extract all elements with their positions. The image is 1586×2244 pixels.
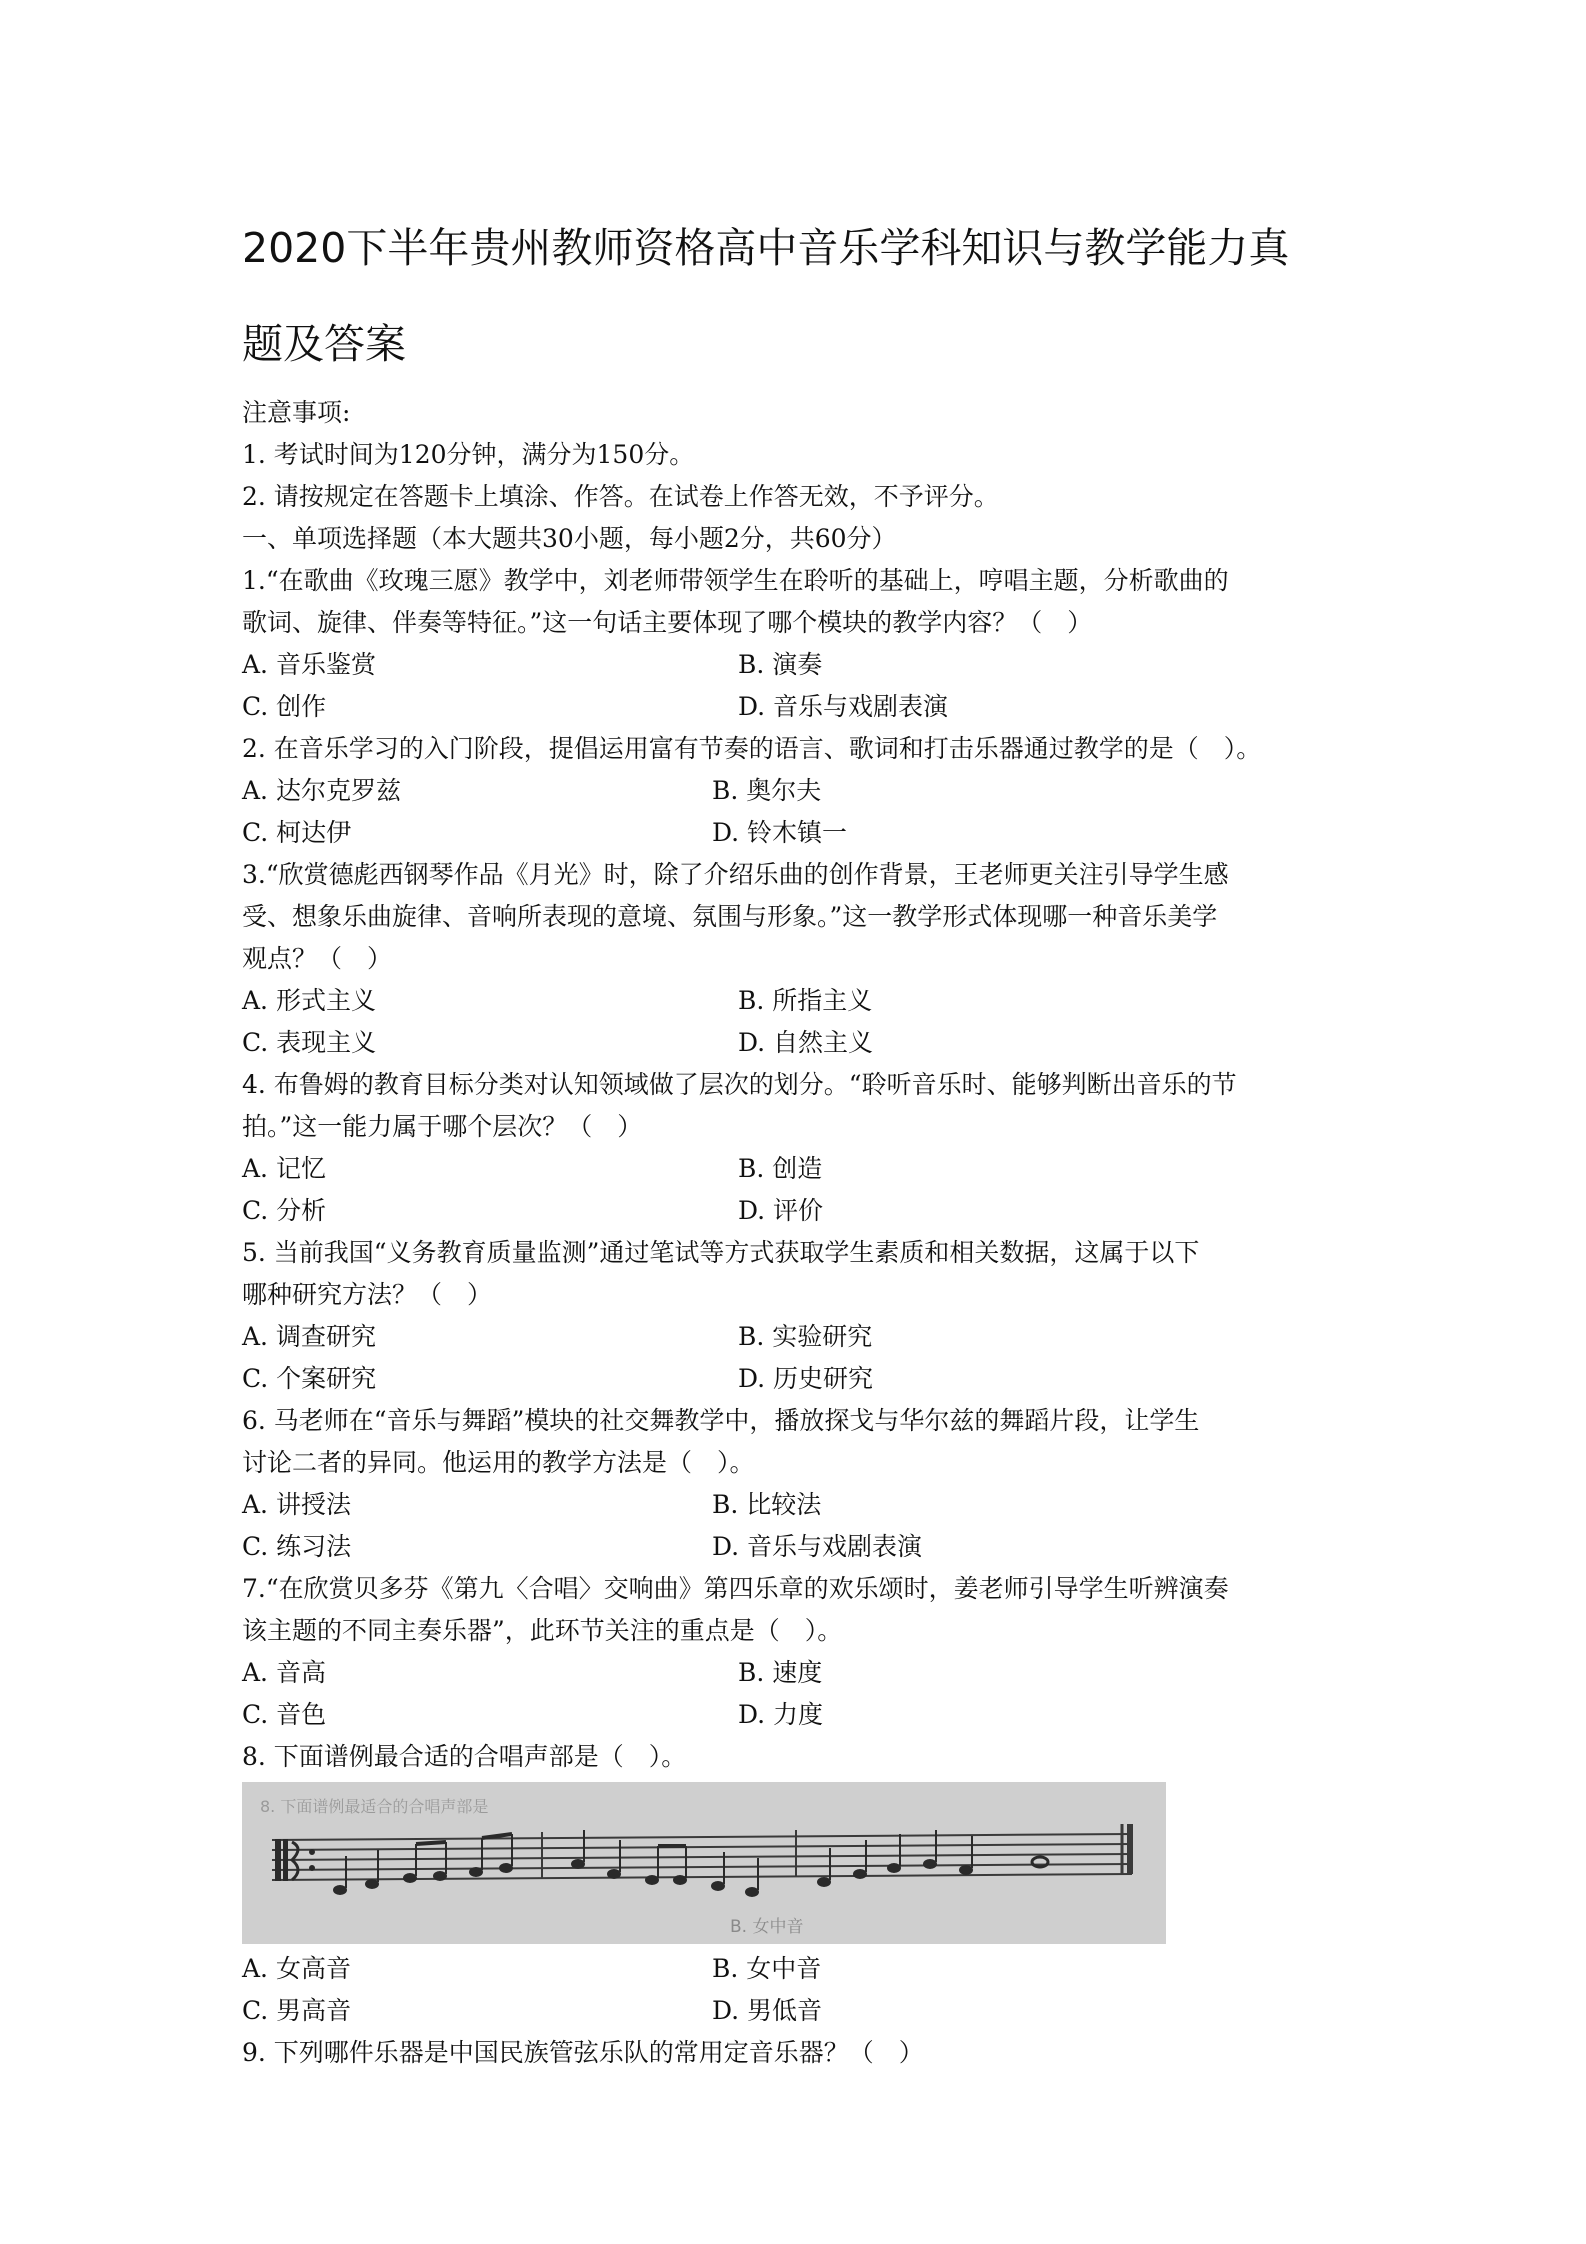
question-text: 观点？（ ） (242, 944, 393, 973)
question-text: 9. 下列哪件乐器是中国民族管弦乐队的常用定音乐器？（ ） (242, 2038, 924, 2067)
question-text: 歌词、旋律、伴奏等特征。”这一句话主要体现了哪个模块的教学内容？（ ） (242, 608, 1093, 637)
question-text: 该主题的不同主奏乐器”，此环节关注的重点是（ ）。 (242, 1616, 843, 1645)
options-row (242, 1022, 1352, 1064)
option-b: B. 实验研究 (738, 1322, 873, 1351)
options-row (242, 980, 1352, 1022)
option-b: B. 女中音 (712, 1954, 822, 1983)
question-9 (242, 2032, 1352, 2074)
option-a: A. 达尔克罗兹 (242, 776, 401, 805)
question-8 (242, 1736, 1352, 2032)
option-d: D. 音乐与戏剧表演 (738, 692, 949, 721)
options-row (242, 1694, 1352, 1736)
options-row (242, 770, 1352, 812)
section-heading: 一、单项选择题（本大题共30小题，每小题2分，共60分） (242, 524, 897, 553)
question-text: 拍。”这一能力属于哪个层次？（ ） (242, 1112, 643, 1141)
question-1 (242, 560, 1352, 728)
question-text: 6. 马老师在“音乐与舞蹈”模块的社交舞教学中，播放探戈与华尔兹的舞蹈片段，让学生 (242, 1406, 1200, 1435)
options-row (242, 686, 1352, 728)
option-c: C. 练习法 (242, 1532, 352, 1561)
score-caption-option: B. 女中音 (730, 1917, 804, 1937)
options-row (242, 644, 1352, 686)
options-row (242, 1484, 1352, 1526)
options-row (242, 1526, 1352, 1568)
options-row (242, 812, 1352, 854)
option-a: A. 记忆 (242, 1154, 326, 1183)
question-6 (242, 1400, 1352, 1568)
question-text: 8. 下面谱例最合适的合唱声部是（ ）。 (242, 1742, 687, 1771)
option-a: A. 女高音 (242, 1954, 351, 1983)
option-a: A. 音乐鉴赏 (242, 650, 376, 679)
title-line-2: 题及答案 (242, 320, 406, 368)
option-d: D. 评价 (738, 1196, 824, 1225)
option-a: A. 讲授法 (242, 1490, 351, 1519)
option-b: B. 创造 (738, 1154, 823, 1183)
option-d: D. 自然主义 (738, 1028, 874, 1057)
question-text: 4. 布鲁姆的教育目标分类对认知领域做了层次的划分。“聆听音乐时、能够判断出音乐的节 (242, 1070, 1237, 1099)
option-b: B. 速度 (738, 1658, 823, 1687)
option-a: A. 调查研究 (242, 1322, 376, 1351)
option-d: D. 男低音 (712, 1996, 823, 2025)
page-title (242, 200, 1352, 392)
question-text: 5. 当前我国“义务教育质量监测”通过笔试等方式获取学生素质和相关数据，这属于以下 (242, 1238, 1200, 1267)
option-c: C. 音色 (242, 1700, 327, 1729)
question-4 (242, 1064, 1352, 1232)
option-c: C. 个案研究 (242, 1364, 377, 1393)
question-7 (242, 1568, 1352, 1736)
question-text: 7.“在欣赏贝多芬《第九〈合唱〉交响曲》第四乐章的欢乐颂时，姜老师引导学生听辨演奏 (242, 1574, 1229, 1603)
option-a: A. 音高 (242, 1658, 326, 1687)
options-row (242, 1948, 1352, 1990)
options-row (242, 1316, 1352, 1358)
option-c: C. 创作 (242, 692, 327, 721)
option-b: B. 所指主义 (738, 986, 873, 1015)
question-text: 哪种研究方法？（ ） (242, 1280, 493, 1309)
options-row (242, 1190, 1352, 1232)
option-b: B. 演奏 (738, 650, 823, 679)
score-caption: 8. 下面谱例最适合的合唱声部是 (260, 1797, 489, 1816)
option-d: D. 铃木镇一 (712, 818, 848, 847)
option-c: C. 柯达伊 (242, 818, 352, 847)
options-row (242, 1990, 1352, 2032)
question-3 (242, 854, 1352, 1064)
question-2 (242, 728, 1352, 854)
exam-page (242, 200, 1352, 2074)
option-c: C. 男高音 (242, 1996, 352, 2025)
options-row (242, 1358, 1352, 1400)
option-d: D. 力度 (738, 1700, 824, 1729)
question-text: 2. 在音乐学习的入门阶段，提倡运用富有节奏的语言、歌词和打击乐器通过教学的是（ ）。 (242, 734, 1262, 763)
option-c: C. 分析 (242, 1196, 327, 1225)
question-text: 3.“欣赏德彪西钢琴作品《月光》时，除了介绍乐曲的创作背景，王老师更关注引导学生感 (242, 860, 1229, 889)
option-b: B. 比较法 (712, 1490, 822, 1519)
question-text: 1.“在歌曲《玫瑰三愿》教学中，刘老师带领学生在聆听的基础上，哼唱主题，分析歌曲的 (242, 566, 1229, 595)
option-c: C. 表现主义 (242, 1028, 377, 1057)
question-text: 讨论二者的异同。他运用的教学方法是（ ）。 (242, 1448, 755, 1477)
question-5 (242, 1232, 1352, 1400)
option-a: A. 形式主义 (242, 986, 376, 1015)
question-text: 受、想象乐曲旋律、音响所表现的意境、氛围与形象。”这一教学形式体现哪一种音乐美学 (242, 902, 1218, 931)
options-row (242, 1652, 1352, 1694)
notice-item: 2. 请按规定在答题卡上填涂、作答。在试卷上作答无效，不予评分。 (242, 482, 999, 511)
title-line-1: 2020下半年贵州教师资格高中音乐学科知识与教学能力真 (242, 224, 1290, 272)
score-example-image (242, 1782, 1166, 1944)
option-d: D. 音乐与戏剧表演 (712, 1532, 923, 1561)
options-row (242, 1148, 1352, 1190)
option-b: B. 奥尔夫 (712, 776, 822, 805)
notice-heading: 注意事项: (242, 398, 351, 427)
option-d: D. 历史研究 (738, 1364, 874, 1393)
notice-item: 1. 考试时间为120分钟，满分为150分。 (242, 440, 695, 469)
